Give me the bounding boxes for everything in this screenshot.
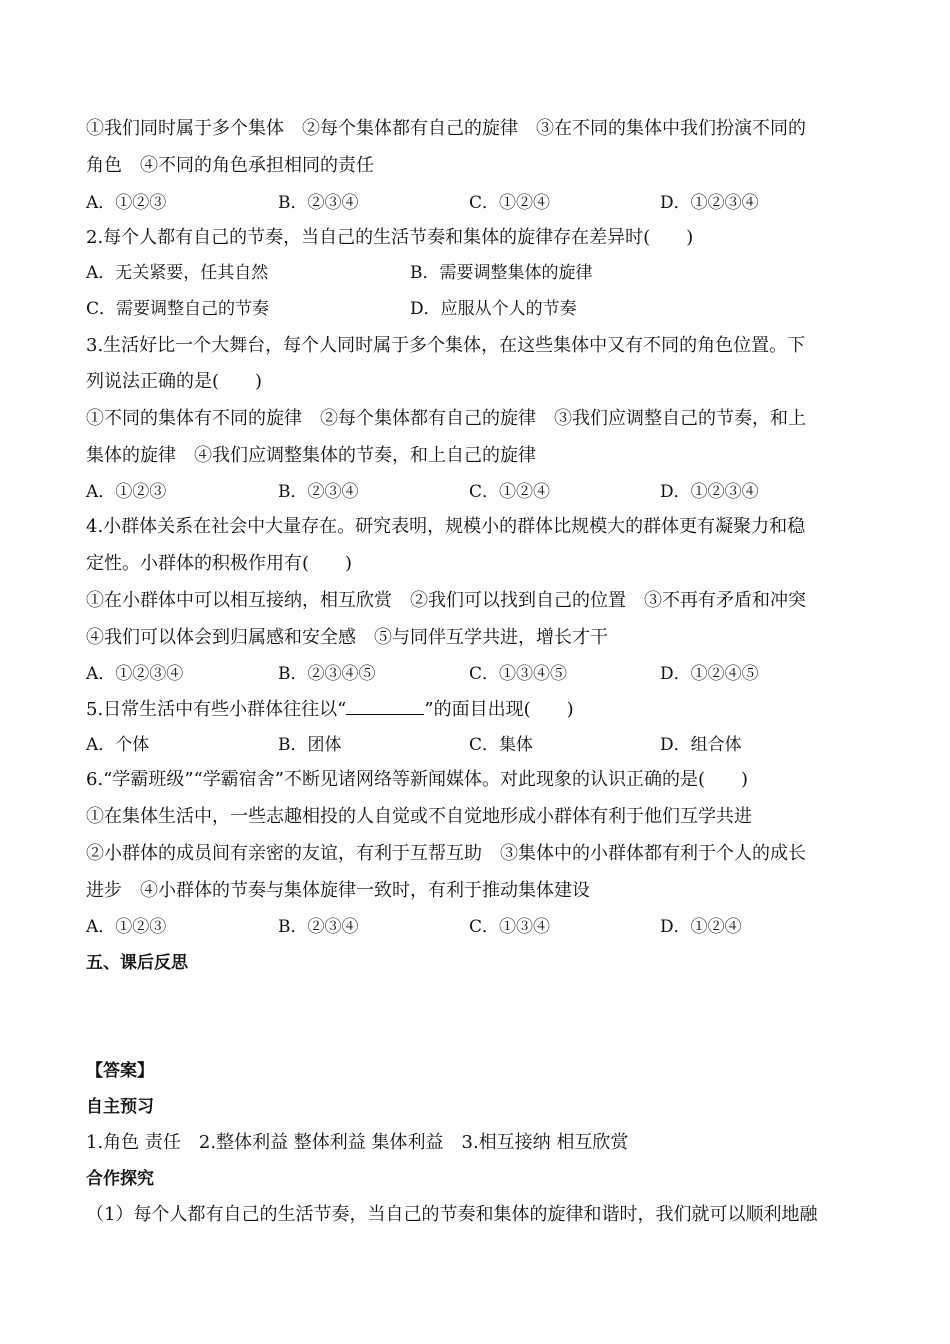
q3-items-line-1: ①不同的集体有不同的旋律 ②每个集体都有自己的旋律 ③我们应调整自己的节奏，和上 (86, 408, 806, 429)
explore-heading: 合作探究 (86, 1169, 154, 1189)
q4-option-a: A．①②③④ (86, 664, 184, 684)
q5-option-c: C．集体 (469, 735, 534, 755)
q6-option-a: A．①②③ (86, 917, 167, 937)
q5-stem-prefix: 5.日常生活中有些小群体往往以“ (86, 699, 347, 720)
q2-option-c: C．需要调整自己的节奏 (86, 299, 270, 319)
q3-stem-line-2: 列说法正确的是( ) (86, 371, 263, 392)
q4-option-d: D．①②④⑤ (660, 664, 759, 684)
q5-option-b: B．团体 (278, 735, 342, 755)
q5-stem-suffix: ”的面目出现( ) (424, 699, 574, 720)
q6-option-d: D．①②④ (660, 917, 742, 937)
q6-items-line-1: ①在集体生活中，一些志趣相投的人自觉或不自觉地形成小群体有利于他们互学共进 (86, 806, 752, 827)
q3-option-d: D．①②③④ (660, 482, 759, 502)
q4-stem-line-1: 4.小群体关系在社会中大量存在。研究表明，规模小的群体比规模大的群体更有凝聚力和稳 (86, 516, 806, 537)
q4-option-b: B．②③④⑤ (278, 664, 376, 684)
q6-option-c: C．①③④ (469, 917, 551, 937)
q6-stem: 6.“学霸班级”“学霸宿舍”不断见诸网络等新闻媒体。对此现象的认识正确的是( ) (86, 769, 749, 790)
q1-option-a: A．①②③ (86, 193, 167, 213)
q5-fill-blank (346, 698, 424, 715)
preview-answers: 1.角色 责任 2.整体利益 整体利益 集体利益 3.相互接纳 相互欣赏 (86, 1132, 629, 1153)
q3-option-c: C．①②④ (469, 482, 551, 502)
q3-option-a: A．①②③ (86, 482, 167, 502)
q1-option-d: D．①②③④ (660, 193, 759, 213)
q5-stem (86, 698, 574, 721)
q5-option-a: A．个体 (86, 735, 150, 755)
q6-option-b: B．②③④ (278, 917, 359, 937)
section-heading-reflection: 五、课后反思 (86, 953, 188, 973)
q3-items-line-2: 集体的旋律 ④我们应调整集体的节奏，和上自己的旋律 (86, 445, 536, 466)
q4-items-line-2: ④我们可以体会到归属感和安全感 ⑤与同伴互学共进，增长才干 (86, 627, 608, 648)
answer-heading: 【答案】 (86, 1061, 154, 1081)
q4-stem-line-2: 定性。小群体的积极作用有( ) (86, 553, 353, 574)
q1-stem-line-1: ①我们同时属于多个集体 ②每个集体都有自己的旋律 ③在不同的集体中我们扮演不同的 (86, 118, 806, 139)
q5-option-d: D．组合体 (660, 735, 742, 755)
q2-option-d: D．应服从个人的节奏 (410, 299, 577, 319)
q1-option-b: B．②③④ (278, 193, 359, 213)
q2-option-a: A．无关紧要，任其自然 (86, 263, 269, 283)
q1-option-c: C．①②④ (469, 193, 551, 213)
q4-items-line-1: ①在小群体中可以相互接纳，相互欣赏 ②我们可以找到自己的位置 ③不再有矛盾和冲突 (86, 590, 806, 611)
preview-heading: 自主预习 (86, 1097, 154, 1117)
q3-option-b: B．②③④ (278, 482, 359, 502)
q2-option-b: B．需要调整集体的旋律 (410, 263, 593, 283)
q2-stem: 2.每个人都有自己的节奏，当自己的生活节奏和集体的旋律存在差异时( ) (86, 227, 694, 248)
q4-option-c: C．①③④⑤ (469, 664, 568, 684)
explore-line-1: （1）每个人都有自己的生活节奏，当自己的节奏和集体的旋律和谐时，我们就可以顺利地融 (86, 1204, 818, 1225)
q6-items-line-2: ②小群体的成员间有亲密的友谊，有利于互帮互助 ③集体中的小群体都有利于个人的成长 (86, 843, 806, 864)
q3-stem-line-1: 3.生活好比一个大舞台，每个人同时属于多个集体，在这些集体中又有不同的角色位置。下 (86, 335, 806, 356)
q1-stem-line-2: 角色 ④不同的角色承担相同的责任 (86, 155, 374, 176)
q6-items-line-3: 进步 ④小群体的节奏与集体旋律一致时，有利于推动集体建设 (86, 880, 590, 901)
